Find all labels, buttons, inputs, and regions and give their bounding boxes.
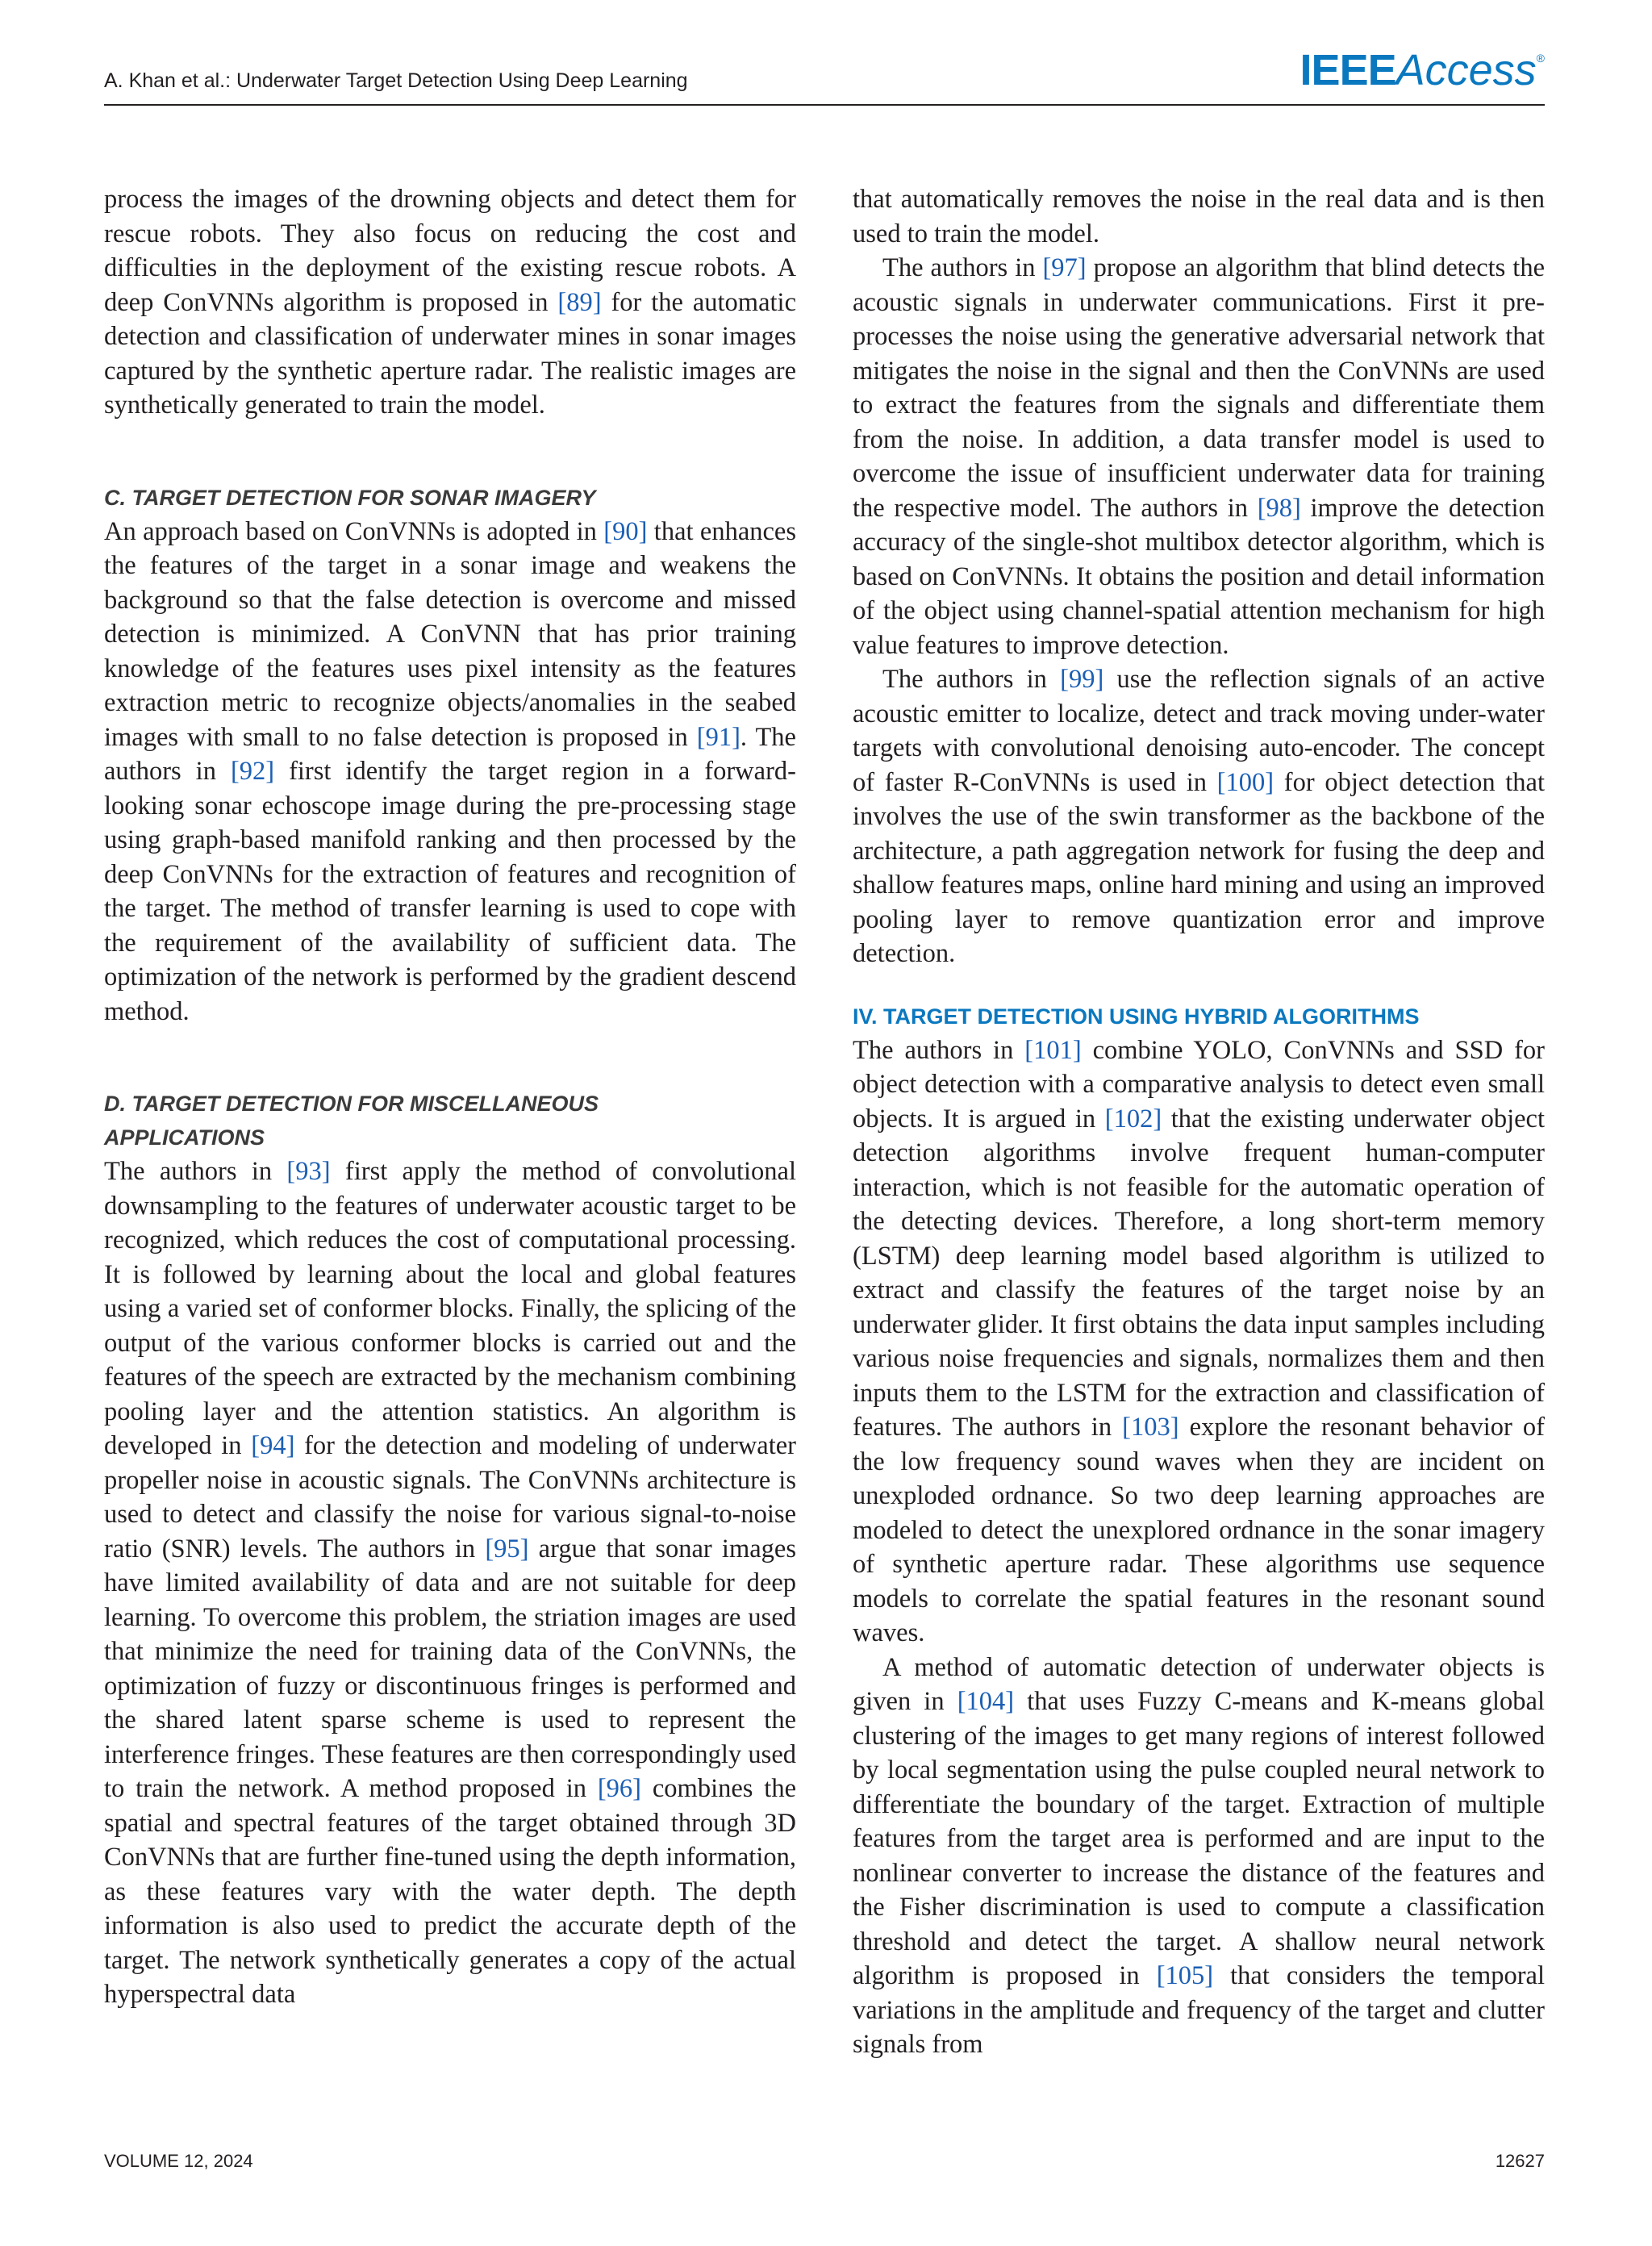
- section-heading-c: C. TARGET DETECTION FOR SONAR IMAGERY: [104, 485, 596, 510]
- citation-link[interactable]: [92]: [230, 757, 275, 786]
- citation-link[interactable]: [91]: [696, 722, 740, 752]
- citation-link[interactable]: [89]: [557, 287, 602, 317]
- paragraph: The authors in [99] use the reflection signals of an active acoustic emitter to localize, detect and track moving under-water targets with convolutional denoising auto-encoder. The concept of faster R-ConVNNs is used in [100] for object detection that involves the use of the swin transformer as the backbone of the architecture, a path aggregation network for fusing the deep and shallow features maps, online hard mining and using an improved pooling layer to remove quantization error and improve detection.: [853, 665, 1546, 968]
- citation-link[interactable]: [90]: [603, 516, 648, 546]
- paragraph: The authors in [93] first apply the method of convolutional downsampling to the features of underwater acoustic target to be recognized, which reduces the cost of computational processing. It is followed by learning about the local and global features using a varied set of conformer blocks. Finally, the splicing of the output of the various conformer blocks is carried out and the features of the speech are extracted by the mechanism combining pooling layer and the attention statistics. An algorithm is developed in [94] for the detection and modeling of underwater propeller noise in acoustic signals. The ConVNNs architecture is used to detect and classify the noise for various signal-to-noise ratio (SNR) levels. The authors in [95] argue that sonar images have limited availability of data and are not suitable for deep learning. To overcome this problem, the striation images are used that minimize the need for training data of the ConVNNs, the optimization of fuzzy or discontinuous fringes is performed and the shared latent sparse scheme is used to represent the interference fringes. These features are then correspondingly used to train the network. A method proposed in [96] combines the spatial and spectral features of the target obtained through 3D ConVNNs that are further fine-tuned using the depth information, as these features vary with the water depth. The depth information is also used to predict the accurate depth of the target. The network synthetically generates a copy of the actual hyperspectral data: [104, 1157, 796, 2009]
- registered-mark: ®: [1536, 52, 1545, 65]
- paragraph: A method of automatic detection of underwater objects is given in [104] that uses Fuzzy C-means and K-means global clustering of the images to get many regions of interest followed by local segmentation using the pulse coupled neural network to differentiate the boundary of the target. Extraction of multiple features from the target area is performed and are input to the nonlinear converter to increase the distance of the features and the Fisher discrimination is used to compute a classification threshold and detect the target. A shallow neural network algorithm is proposed in [105] that considers the temporal variations in the amplitude and frequency of the target and clutter signals from: [853, 1652, 1546, 2059]
- paragraph: process the images of the drowning objects and detect them for rescue robots. They also focus on reducing the cost and difficulties in the deployment of the existing rescue robots. A deep ConVNNs algorithm is proposed in [89] for the automatic detection and classification of underwater mines in sonar images captured by the synthetic aperture radar. The realistic images are synthetically generated to train the model.: [104, 185, 796, 420]
- volume-label: VOLUME 12, 2024: [104, 2151, 253, 2171]
- citation-link[interactable]: [94]: [251, 1431, 295, 1460]
- citation-link[interactable]: [98]: [1257, 493, 1301, 523]
- citation-link[interactable]: [105]: [1156, 1961, 1214, 1990]
- ieee-access-logo: [1300, 45, 1545, 95]
- citation-link[interactable]: [102]: [1104, 1104, 1162, 1133]
- paragraph: that automatically removes the noise in the real data and is then used to train the model.: [853, 185, 1545, 248]
- citation-link[interactable]: [100]: [1216, 767, 1274, 797]
- paragraph: The authors in [101] combine YOLO, ConVNNs and SSD for object detection with a comparative analysis to detect even small objects. It is argued in [102] that the existing underwater object detection algorithms involve frequent human-computer interaction, which is not feasible for the automatic operation of the detecting devices. Therefore, a long short-term memory (LSTM) deep learning model based algorithm is utilized to extract and classify the features of the target noise by an underwater glider. It first obtains the data input samples including various noise frequencies and signals, normalizes them and then inputs them to the LSTM for the extraction and classification of features. The authors in [103] explore the resonant behavior of the low frequency sound waves when they are incident on unexploded ordnance. So two deep learning approaches are modeled to detect the unexplored ordnance in the sonar imagery of synthetic aperture radar. These algorithms use sequence models to correlate the spatial features in the resonant sound waves.: [853, 1035, 1546, 1647]
- citation-link[interactable]: [103]: [1122, 1413, 1179, 1442]
- section-heading-iv: IV. TARGET DETECTION USING HYBRID ALGORITHMS: [853, 1004, 1420, 1029]
- section-heading-d: D. TARGET DETECTION FOR MISCELLANEOUS APPLICATIONS: [104, 1092, 599, 1150]
- citation-link[interactable]: [99]: [1060, 665, 1104, 694]
- citation-link[interactable]: [93]: [286, 1157, 331, 1186]
- running-title: A. Khan et al.: Underwater Target Detection Using Deep Learning: [104, 69, 688, 92]
- logo-ieee-text: IEEE: [1299, 46, 1396, 94]
- page-number: 12627: [1495, 2151, 1545, 2171]
- logo-access-text: Access: [1395, 46, 1537, 94]
- citation-link[interactable]: [104]: [957, 1687, 1015, 1716]
- paragraph: The authors in [97] propose an algorithm that blind detects the acoustic signals in underwater communications. First it pre-processes the noise using the generative adversarial network that mitigates the noise in the signal and then the ConVNNs are used to extract the features from the signals and differentiate them from the noise. In addition, a data transfer model is used to overcome the issue of insufficient underwater data for training the respective model. The authors in [98] improve the detection accuracy of the single-shot multibox detector algorithm, which is based on ConVNNs. It obtains the position and detail information of the object using channel-spatial attention mechanism for high value features to improve detection.: [853, 253, 1545, 660]
- citation-link[interactable]: [95]: [485, 1534, 529, 1563]
- left-column: [104, 182, 796, 2012]
- citation-link[interactable]: [101]: [1024, 1035, 1082, 1065]
- citation-link[interactable]: [96]: [597, 1774, 642, 1803]
- paragraph: An approach based on ConVNNs is adopted in [90] that enhances the features of the target in a sonar image and weakens the background so that the false detection is overcome and missed detection is minimized. A ConVNN that has prior training knowledge of the features uses pixel intensity as the features extraction metric to recognize objects/anomalies in the seabed images with small to no false detection is proposed in [91]. The authors in [92] first identify the target region in a forward-looking sonar echoscope image during the pre-processing stage using graph-based manifold ranking and then processed by the deep ConVNNs for the extraction of features and recognition of the target. The method of transfer learning is used to cope with the requirement of the availability of sufficient data. The optimization of the network is performed by the gradient descend method.: [104, 516, 796, 1026]
- citation-link[interactable]: [97]: [1042, 253, 1087, 282]
- header-rule: [104, 104, 1545, 106]
- right-column: [853, 182, 1545, 2062]
